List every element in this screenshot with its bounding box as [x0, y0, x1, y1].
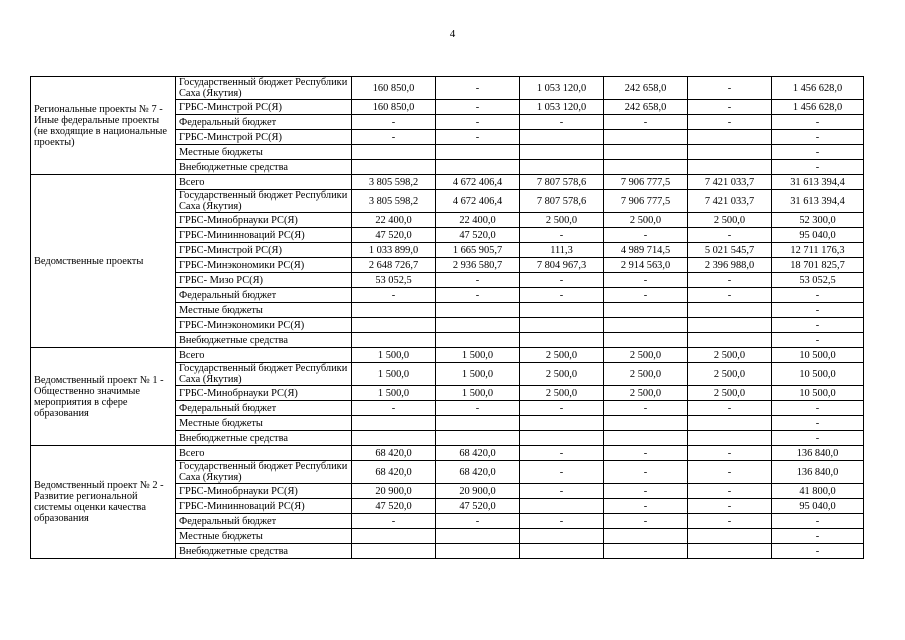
value-cell — [604, 318, 688, 333]
value-cell: 160 850,0 — [352, 100, 436, 115]
value-cell: 2 500,0 — [520, 363, 604, 386]
total-cell: 95 040,0 — [772, 228, 864, 243]
value-cell: 7 807 578,6 — [520, 175, 604, 190]
value-cell — [352, 529, 436, 544]
value-cell: 47 520,0 — [352, 499, 436, 514]
value-cell: 22 400,0 — [436, 213, 520, 228]
section-title-cell: Ведомственный проект № 2 - Развитие региональной системы оценки качества образования — [31, 446, 176, 559]
table-row — [31, 175, 864, 190]
value-cell: 68 420,0 — [436, 461, 520, 484]
value-cell: 2 500,0 — [604, 213, 688, 228]
value-cell: - — [688, 288, 772, 303]
value-cell: - — [436, 288, 520, 303]
funding-source-cell: Государственный бюджет Республики Саха (Якутия) — [176, 77, 352, 100]
value-cell: 4 672 406,4 — [436, 175, 520, 190]
value-cell — [520, 333, 604, 348]
value-cell: 68 420,0 — [352, 461, 436, 484]
value-cell: 7 807 578,6 — [520, 190, 604, 213]
value-cell: 3 805 598,2 — [352, 175, 436, 190]
value-cell: 1 033 899,0 — [352, 243, 436, 258]
funding-source-cell: ГРБС-Минстрой РС(Я) — [176, 243, 352, 258]
page-number: 4 — [449, 28, 456, 40]
value-cell — [688, 303, 772, 318]
value-cell: - — [688, 499, 772, 514]
funding-source-cell: ГРБС-Минэкономики РС(Я) — [176, 318, 352, 333]
value-cell: 242 658,0 — [604, 100, 688, 115]
value-cell: 20 900,0 — [352, 484, 436, 499]
funding-source-cell: ГРБС- Мизо РС(Я) — [176, 273, 352, 288]
funding-source-cell: ГРБС-Минэкономики РС(Я) — [176, 258, 352, 273]
funding-source-cell: ГРБС-Минобрнауки РС(Я) — [176, 213, 352, 228]
total-cell: 10 500,0 — [772, 386, 864, 401]
total-cell: 1 456 628,0 — [772, 100, 864, 115]
value-cell: 22 400,0 — [352, 213, 436, 228]
total-cell: 12 711 176,3 — [772, 243, 864, 258]
funding-source-cell: Федеральный бюджет — [176, 401, 352, 416]
total-cell: 1 456 628,0 — [772, 77, 864, 100]
value-cell — [352, 431, 436, 446]
value-cell: 2 500,0 — [688, 348, 772, 363]
value-cell: - — [688, 514, 772, 529]
value-cell — [520, 318, 604, 333]
funding-source-cell: Государственный бюджет Республики Саха (Якутия) — [176, 461, 352, 484]
value-cell: - — [604, 288, 688, 303]
value-cell: 2 500,0 — [604, 348, 688, 363]
value-cell: - — [520, 273, 604, 288]
total-cell: 10 500,0 — [772, 363, 864, 386]
funding-source-cell: Государственный бюджет Республики Саха (Якутия) — [176, 363, 352, 386]
value-cell: - — [352, 401, 436, 416]
total-cell: - — [772, 333, 864, 348]
value-cell: - — [688, 115, 772, 130]
value-cell: 1 500,0 — [436, 386, 520, 401]
value-cell: 68 420,0 — [352, 446, 436, 461]
value-cell — [520, 499, 604, 514]
value-cell: 1 500,0 — [352, 386, 436, 401]
value-cell: - — [604, 401, 688, 416]
value-cell — [352, 333, 436, 348]
value-cell: 2 500,0 — [688, 363, 772, 386]
value-cell: - — [688, 484, 772, 499]
value-cell: 1 500,0 — [436, 348, 520, 363]
value-cell: - — [436, 514, 520, 529]
funding-source-cell: Федеральный бюджет — [176, 288, 352, 303]
value-cell: - — [352, 514, 436, 529]
total-cell: - — [772, 416, 864, 431]
value-cell: 47 520,0 — [352, 228, 436, 243]
value-cell: - — [436, 130, 520, 145]
value-cell: 5 021 545,7 — [688, 243, 772, 258]
value-cell — [520, 160, 604, 175]
value-cell: - — [520, 446, 604, 461]
value-cell — [352, 160, 436, 175]
value-cell — [604, 160, 688, 175]
value-cell — [604, 416, 688, 431]
value-cell: - — [604, 499, 688, 514]
total-cell: 136 840,0 — [772, 461, 864, 484]
value-cell — [352, 416, 436, 431]
funding-source-cell: Внебюджетные средства — [176, 544, 352, 559]
value-cell: 4 672 406,4 — [436, 190, 520, 213]
value-cell: - — [520, 484, 604, 499]
value-cell: 3 805 598,2 — [352, 190, 436, 213]
value-cell — [604, 529, 688, 544]
value-cell: - — [688, 461, 772, 484]
value-cell — [520, 416, 604, 431]
funding-source-cell: ГРБС-Минстрой РС(Я) — [176, 100, 352, 115]
value-cell: 2 500,0 — [520, 213, 604, 228]
funding-source-cell: Федеральный бюджет — [176, 115, 352, 130]
total-cell: - — [772, 544, 864, 559]
value-cell — [352, 303, 436, 318]
budget-table-body — [31, 77, 864, 559]
value-cell — [436, 333, 520, 348]
funding-source-cell: ГРБС-Минобрнауки РС(Я) — [176, 386, 352, 401]
funding-source-cell: ГРБС-Минобрнауки РС(Я) — [176, 484, 352, 499]
value-cell: 2 914 563,0 — [604, 258, 688, 273]
value-cell: 2 500,0 — [520, 386, 604, 401]
value-cell: 1 500,0 — [436, 363, 520, 386]
total-cell: - — [772, 303, 864, 318]
value-cell — [688, 416, 772, 431]
value-cell: - — [520, 461, 604, 484]
value-cell — [688, 544, 772, 559]
funding-source-cell: Внебюджетные средства — [176, 431, 352, 446]
value-cell — [436, 160, 520, 175]
value-cell — [604, 303, 688, 318]
funding-source-cell: ГРБС-Мининноваций РС(Я) — [176, 499, 352, 514]
value-cell: 1 500,0 — [352, 348, 436, 363]
value-cell: - — [688, 446, 772, 461]
total-cell: 10 500,0 — [772, 348, 864, 363]
value-cell — [520, 130, 604, 145]
total-cell: - — [772, 401, 864, 416]
value-cell — [520, 431, 604, 446]
table-row — [31, 77, 864, 100]
value-cell: 7 906 777,5 — [604, 175, 688, 190]
value-cell: - — [688, 100, 772, 115]
value-cell: 2 936 580,7 — [436, 258, 520, 273]
value-cell: 1 053 120,0 — [520, 77, 604, 100]
value-cell: - — [436, 100, 520, 115]
value-cell — [688, 431, 772, 446]
total-cell: 18 701 825,7 — [772, 258, 864, 273]
value-cell: - — [520, 401, 604, 416]
value-cell: - — [604, 461, 688, 484]
value-cell: 111,3 — [520, 243, 604, 258]
funding-source-cell: Местные бюджеты — [176, 303, 352, 318]
value-cell: - — [688, 228, 772, 243]
value-cell: - — [436, 115, 520, 130]
value-cell: - — [520, 115, 604, 130]
value-cell: 7 804 967,3 — [520, 258, 604, 273]
value-cell — [688, 318, 772, 333]
total-cell: 31 613 394,4 — [772, 175, 864, 190]
total-cell: 136 840,0 — [772, 446, 864, 461]
value-cell — [604, 333, 688, 348]
value-cell: 160 850,0 — [352, 77, 436, 100]
value-cell — [604, 544, 688, 559]
value-cell: - — [604, 514, 688, 529]
total-cell: - — [772, 529, 864, 544]
total-cell: 52 300,0 — [772, 213, 864, 228]
value-cell — [688, 160, 772, 175]
value-cell: - — [688, 77, 772, 100]
value-cell: 53 052,5 — [352, 273, 436, 288]
value-cell — [520, 145, 604, 160]
total-cell: - — [772, 160, 864, 175]
total-cell: - — [772, 318, 864, 333]
value-cell — [352, 318, 436, 333]
budget-table — [30, 76, 864, 559]
total-cell: - — [772, 130, 864, 145]
value-cell: 242 658,0 — [604, 77, 688, 100]
funding-source-cell: Местные бюджеты — [176, 416, 352, 431]
value-cell — [436, 318, 520, 333]
value-cell: 1 665 905,7 — [436, 243, 520, 258]
value-cell: 2 648 726,7 — [352, 258, 436, 273]
value-cell: 1 500,0 — [352, 363, 436, 386]
funding-source-cell: Всего — [176, 175, 352, 190]
value-cell — [520, 303, 604, 318]
value-cell — [688, 145, 772, 160]
value-cell — [436, 303, 520, 318]
value-cell: - — [688, 273, 772, 288]
section-title-cell: Ведомственный проект № 1 - Общественно значимые мероприятия в сфере образования — [31, 348, 176, 446]
funding-source-cell: Государственный бюджет Республики Саха (Якутия) — [176, 190, 352, 213]
funding-source-cell: Всего — [176, 348, 352, 363]
value-cell: - — [688, 401, 772, 416]
value-cell: - — [520, 288, 604, 303]
value-cell: 1 053 120,0 — [520, 100, 604, 115]
funding-source-cell: Внебюджетные средства — [176, 333, 352, 348]
value-cell — [604, 145, 688, 160]
value-cell: 68 420,0 — [436, 446, 520, 461]
value-cell: 2 500,0 — [520, 348, 604, 363]
total-cell: - — [772, 431, 864, 446]
value-cell — [352, 544, 436, 559]
value-cell: - — [436, 273, 520, 288]
value-cell — [436, 145, 520, 160]
total-cell: 31 613 394,4 — [772, 190, 864, 213]
value-cell: 7 421 033,7 — [688, 175, 772, 190]
total-cell: - — [772, 288, 864, 303]
value-cell — [352, 145, 436, 160]
section-title-cell: Региональные проекты № 7 - Иные федеральные проекты (не входящие в национальные проекты) — [31, 77, 176, 175]
value-cell — [688, 130, 772, 145]
value-cell — [436, 416, 520, 431]
value-cell: 4 989 714,5 — [604, 243, 688, 258]
value-cell: - — [604, 484, 688, 499]
value-cell: 20 900,0 — [436, 484, 520, 499]
value-cell: - — [520, 514, 604, 529]
value-cell — [604, 431, 688, 446]
total-cell: - — [772, 514, 864, 529]
table-row — [31, 446, 864, 461]
value-cell: - — [604, 446, 688, 461]
value-cell: 7 906 777,5 — [604, 190, 688, 213]
value-cell: 2 500,0 — [604, 363, 688, 386]
value-cell: 47 520,0 — [436, 499, 520, 514]
funding-source-cell: ГРБС-Минстрой РС(Я) — [176, 130, 352, 145]
value-cell: - — [352, 115, 436, 130]
total-cell: 41 800,0 — [772, 484, 864, 499]
funding-source-cell: Внебюджетные средства — [176, 160, 352, 175]
value-cell: - — [604, 273, 688, 288]
value-cell: - — [520, 228, 604, 243]
value-cell: - — [604, 228, 688, 243]
value-cell — [688, 529, 772, 544]
value-cell — [520, 544, 604, 559]
total-cell: 53 052,5 — [772, 273, 864, 288]
value-cell — [604, 130, 688, 145]
value-cell — [436, 544, 520, 559]
funding-source-cell: Федеральный бюджет — [176, 514, 352, 529]
funding-source-cell: Всего — [176, 446, 352, 461]
table-row — [31, 348, 864, 363]
section-title-cell: Ведомственные проекты — [31, 175, 176, 348]
funding-source-cell: Местные бюджеты — [176, 145, 352, 160]
total-cell: 95 040,0 — [772, 499, 864, 514]
value-cell: 2 500,0 — [604, 386, 688, 401]
total-cell: - — [772, 115, 864, 130]
funding-source-cell: ГРБС-Мининноваций РС(Я) — [176, 228, 352, 243]
value-cell: 2 396 988,0 — [688, 258, 772, 273]
value-cell: - — [352, 288, 436, 303]
total-cell: - — [772, 145, 864, 160]
value-cell — [688, 333, 772, 348]
value-cell: 47 520,0 — [436, 228, 520, 243]
value-cell: - — [436, 401, 520, 416]
value-cell — [436, 529, 520, 544]
value-cell: 7 421 033,7 — [688, 190, 772, 213]
value-cell: - — [352, 130, 436, 145]
value-cell — [520, 529, 604, 544]
funding-source-cell: Местные бюджеты — [176, 529, 352, 544]
value-cell: - — [436, 77, 520, 100]
value-cell: - — [604, 115, 688, 130]
value-cell: 2 500,0 — [688, 213, 772, 228]
value-cell: 2 500,0 — [688, 386, 772, 401]
value-cell — [436, 431, 520, 446]
